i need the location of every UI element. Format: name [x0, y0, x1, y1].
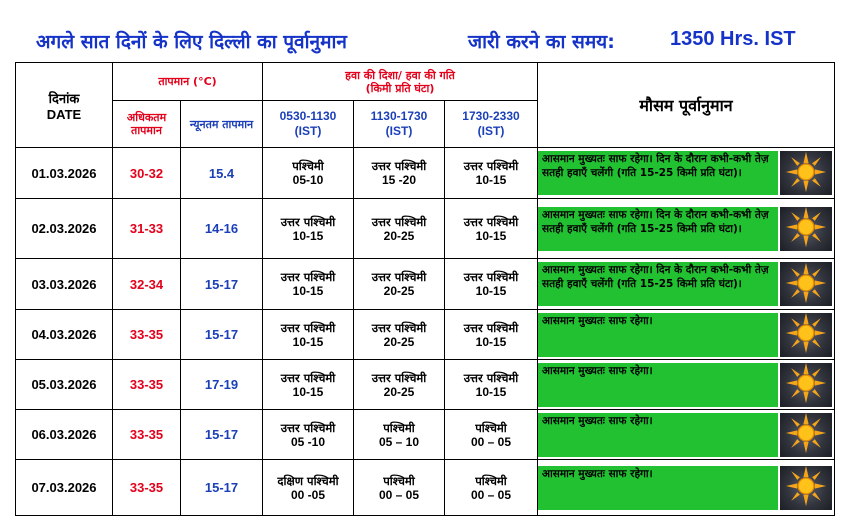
date-cell: 03.03.2026: [16, 259, 113, 310]
wind-slot-2: [354, 460, 445, 516]
wind-speed: 00 – 05: [378, 487, 420, 502]
weather-icon-box: [778, 413, 834, 457]
wind-slot-3: [445, 360, 538, 410]
sun-icon: [783, 151, 829, 196]
date-cell: 04.03.2026: [16, 310, 113, 360]
header-slot-2: 1130-1730 (IST): [354, 101, 445, 148]
wind-direction: उत्तर पश्चिमी: [280, 214, 336, 229]
issue-time-value: 1350 Hrs. IST: [670, 28, 796, 50]
report-header: [36, 28, 836, 58]
date-cell: 07.03.2026: [16, 460, 113, 516]
wind-speed: 00 – 05: [470, 434, 512, 449]
wind-slot-2: [354, 310, 445, 360]
wind-direction: उत्तर पश्चिमी: [280, 420, 336, 435]
weather-icon-box: [778, 363, 834, 407]
wind-speed: 00 – 05: [470, 487, 512, 502]
forecast-text: आसमान मुख्यतः साफ रहेगा।: [538, 313, 778, 357]
forecast-cell: [538, 410, 835, 460]
header-wind: हवा की दिशा/ हवा की गति (किमी प्रति घंटा): [263, 63, 538, 101]
forecast-row: [16, 259, 835, 310]
wind-direction: पश्चिमी: [383, 473, 415, 488]
wind-slot-1: [263, 410, 354, 460]
min-temp-cell: 15-17: [181, 310, 263, 360]
wind-speed: 10-15: [292, 334, 324, 349]
wind-slot-2: [354, 360, 445, 410]
min-temp-cell: 14-16: [181, 199, 263, 259]
forecast-row: [16, 410, 835, 460]
wind-speed: 10-15: [292, 384, 324, 399]
min-temp-cell: 15-17: [181, 259, 263, 310]
forecast-cell: [538, 259, 835, 310]
wind-speed: 05 -10: [290, 434, 326, 449]
sun-icon: [783, 362, 829, 407]
min-temp-cell: 15-17: [181, 460, 263, 516]
forecast-cell: [538, 460, 835, 516]
wind-slot-1: [263, 360, 354, 410]
max-temp-cell: 32-34: [113, 259, 181, 310]
header-slot-3: 1730-2330 (IST): [445, 101, 538, 148]
max-temp-cell: 33-35: [113, 460, 181, 516]
wind-direction: उत्तर पश्चिमी: [463, 270, 519, 284]
header-slot-1: 0530-1130 (IST): [263, 101, 354, 148]
header-date: दिनांक DATE: [16, 63, 113, 148]
min-temp-cell: 15-17: [181, 410, 263, 460]
max-temp-cell: 31-33: [113, 199, 181, 259]
page-title: अगले सात दिनों के लिए दिल्ली का पूर्वानुमान: [36, 31, 347, 53]
max-temp-cell: 33-35: [113, 310, 181, 360]
header-forecast: मौसम पूर्वानुमान: [538, 63, 835, 148]
wind-direction: उत्तर पश्चिमी: [463, 214, 519, 229]
forecast-cell: [538, 360, 835, 410]
forecast-row: [16, 310, 835, 360]
wind-direction: उत्तर पश्चिमी: [280, 370, 336, 385]
wind-direction: उत्तर पश्चिमी: [371, 370, 427, 385]
header-max-temp: अधिकतम तापमान: [113, 101, 181, 148]
weather-icon-box: [778, 262, 834, 306]
wind-speed: 20-25: [383, 384, 415, 399]
wind-speed: 10-15: [475, 173, 507, 187]
wind-slot-1: [263, 460, 354, 516]
sun-icon: [783, 412, 829, 457]
wind-speed: 10-15: [475, 284, 507, 298]
wind-slot-1: [263, 259, 354, 310]
wind-direction: दक्षिण पश्चिमी: [277, 473, 339, 488]
header-temperature: तापमान (°C): [113, 63, 263, 101]
wind-slot-2: [354, 410, 445, 460]
wind-direction: उत्तर पश्चिमी: [371, 159, 427, 173]
wind-speed: 10-15: [292, 228, 324, 243]
wind-direction: उत्तर पश्चिमी: [463, 370, 519, 385]
wind-direction: उत्तर पश्चिमी: [463, 159, 519, 173]
date-cell: 02.03.2026: [16, 199, 113, 259]
wind-direction: उत्तर पश्चिमी: [371, 214, 427, 229]
weather-icon-box: [778, 207, 834, 251]
wind-speed: 20-25: [383, 334, 415, 349]
wind-slot-2: [354, 199, 445, 259]
date-cell: 06.03.2026: [16, 410, 113, 460]
wind-slot-3: [445, 310, 538, 360]
forecast-table: [15, 62, 835, 516]
wind-speed: 10-15: [292, 284, 324, 298]
wind-speed: 15 -20: [381, 173, 417, 187]
wind-speed: 00 -05: [290, 487, 326, 502]
wind-direction: उत्तर पश्चिमी: [280, 320, 336, 335]
wind-slot-3: [445, 148, 538, 199]
max-temp-cell: 33-35: [113, 360, 181, 410]
wind-slot-2: [354, 259, 445, 310]
header-min-temp: न्यूनतम तापमान: [181, 101, 263, 148]
forecast-cell: [538, 148, 835, 199]
wind-speed: 20-25: [383, 228, 415, 243]
wind-slot-3: [445, 259, 538, 310]
issue-time-label: जारी करने का समय:: [468, 31, 615, 53]
wind-direction: पश्चिमी: [292, 159, 324, 173]
forecast-row: [16, 360, 835, 410]
weather-icon-box: [778, 313, 834, 357]
wind-direction: उत्तर पश्चिमी: [463, 320, 519, 335]
max-temp-cell: 33-35: [113, 410, 181, 460]
wind-speed: 10-15: [475, 384, 507, 399]
forecast-text: आसमान मुख्यतः साफ रहेगा। दिन के दौरान कभी-कभी तेज़ सतही हवाएँ चलेंगी (गति 15-25 किमी प्रति घंटा)।: [538, 262, 778, 306]
forecast-text: आसमान मुख्यतः साफ रहेगा। दिन के दौरान कभी-कभी तेज़ सतही हवाएँ चलेंगी (गति 15-25 किमी प्रति घंटा)।: [538, 151, 778, 195]
wind-direction: उत्तर पश्चिमी: [280, 270, 336, 284]
wind-slot-1: [263, 199, 354, 259]
forecast-row: [16, 148, 835, 199]
sun-icon: [783, 465, 829, 510]
forecast-text: आसमान मुख्यतः साफ रहेगा।: [538, 363, 778, 407]
weather-icon-box: [778, 151, 834, 195]
forecast-text: आसमान मुख्यतः साफ रहेगा। दिन के दौरान कभी-कभी तेज़ सतही हवाएँ चलेंगी (गति 15-25 किमी प्रति घंटा)।: [538, 207, 778, 251]
forecast-cell: [538, 310, 835, 360]
wind-slot-3: [445, 460, 538, 516]
sun-icon: [783, 312, 829, 357]
wind-speed: 10-15: [475, 228, 507, 243]
date-cell: 01.03.2026: [16, 148, 113, 199]
sun-icon: [783, 206, 829, 251]
wind-direction: पश्चिमी: [475, 473, 507, 488]
wind-slot-3: [445, 199, 538, 259]
date-cell: 05.03.2026: [16, 360, 113, 410]
forecast-cell: [538, 199, 835, 259]
forecast-text: आसमान मुख्यतः साफ रहेगा।: [538, 413, 778, 457]
wind-direction: पश्चिमी: [475, 420, 507, 435]
min-temp-cell: 15.4: [181, 148, 263, 199]
wind-direction: उत्तर पश्चिमी: [371, 270, 427, 284]
wind-speed: 05 – 10: [378, 434, 420, 449]
wind-speed: 10-15: [475, 334, 507, 349]
wind-slot-2: [354, 148, 445, 199]
wind-slot-3: [445, 410, 538, 460]
wind-slot-1: [263, 148, 354, 199]
wind-slot-1: [263, 310, 354, 360]
wind-speed: 20-25: [383, 284, 415, 298]
forecast-text: आसमान मुख्यतः साफ रहेगा।: [538, 466, 778, 510]
min-temp-cell: 17-19: [181, 360, 263, 410]
wind-direction: पश्चिमी: [383, 420, 415, 435]
sun-icon: [783, 262, 829, 307]
weather-icon-box: [778, 466, 834, 510]
max-temp-cell: 30-32: [113, 148, 181, 199]
wind-direction: उत्तर पश्चिमी: [371, 320, 427, 335]
wind-speed: 05-10: [292, 173, 324, 187]
forecast-row: [16, 199, 835, 259]
forecast-row: [16, 460, 835, 516]
